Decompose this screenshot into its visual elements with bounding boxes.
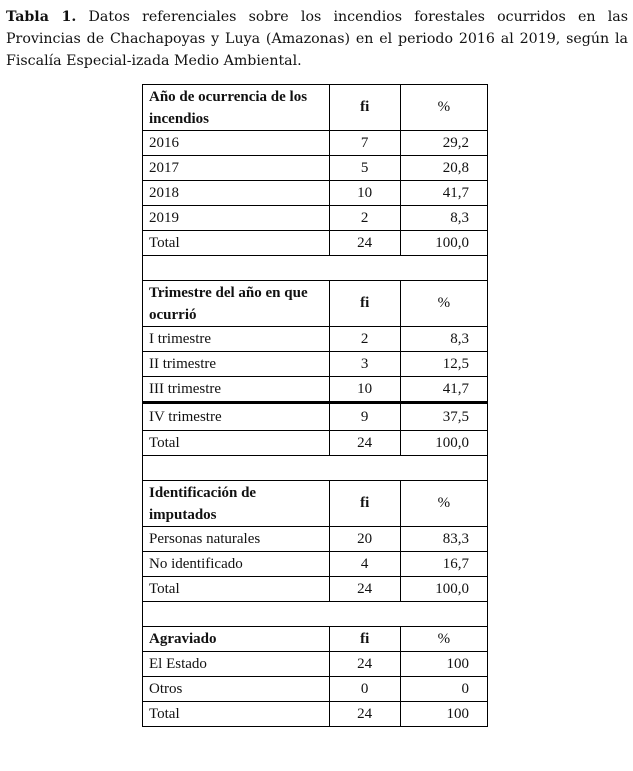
row-pct: 12,5 <box>400 352 487 377</box>
row-fi: 24 <box>329 431 400 456</box>
table-row <box>143 552 488 577</box>
row-label: Otros <box>143 677 330 702</box>
row-pct: 100 <box>400 652 487 677</box>
section-header-trimestre <box>143 281 488 327</box>
table-row <box>143 156 488 181</box>
header-pct: % <box>400 281 487 327</box>
row-label: IV trimestre <box>143 403 330 431</box>
header-fi: fi <box>329 281 400 327</box>
table-row-total <box>143 431 488 456</box>
row-label: Total <box>143 577 330 602</box>
row-fi: 24 <box>329 702 400 727</box>
header-fi: fi <box>329 481 400 527</box>
header-pct: % <box>400 481 487 527</box>
row-label: 2018 <box>143 181 330 206</box>
header-fi: fi <box>329 85 400 131</box>
row-fi: 0 <box>329 677 400 702</box>
table-row <box>143 181 488 206</box>
row-label: Total <box>143 231 330 256</box>
row-fi: 9 <box>329 403 400 431</box>
row-pct: 8,3 <box>400 327 487 352</box>
row-label: 2017 <box>143 156 330 181</box>
table-row <box>143 652 488 677</box>
table-row <box>143 352 488 377</box>
row-fi: 4 <box>329 552 400 577</box>
row-pct: 100,0 <box>400 231 487 256</box>
row-label: I trimestre <box>143 327 330 352</box>
row-label: Total <box>143 431 330 456</box>
table-row-total <box>143 577 488 602</box>
header-label: Trimestre del año en que ocurrió <box>143 281 330 327</box>
row-label: II trimestre <box>143 352 330 377</box>
row-fi: 2 <box>329 206 400 231</box>
row-fi: 5 <box>329 156 400 181</box>
row-fi: 7 <box>329 131 400 156</box>
row-pct: 83,3 <box>400 527 487 552</box>
section-header-imputados <box>143 481 488 527</box>
row-fi: 2 <box>329 327 400 352</box>
row-pct: 0 <box>400 677 487 702</box>
row-pct: 8,3 <box>400 206 487 231</box>
row-pct: 20,8 <box>400 156 487 181</box>
row-label: 2019 <box>143 206 330 231</box>
row-pct: 16,7 <box>400 552 487 577</box>
row-fi: 24 <box>329 577 400 602</box>
table-row <box>143 677 488 702</box>
table-row <box>143 527 488 552</box>
table-row <box>143 131 488 156</box>
table-row <box>143 327 488 352</box>
row-fi: 20 <box>329 527 400 552</box>
caption-text: Datos referenciales sobre los incendios forestales ocurridos en las Provincias de Chachapoyas y Luya (Amazonas) en el periodo 2016 al 2019, según la Fiscalía Especial-izada Medio Ambiental. <box>6 9 628 69</box>
row-label: El Estado <box>143 652 330 677</box>
row-pct: 41,7 <box>400 181 487 206</box>
row-pct: 29,2 <box>400 131 487 156</box>
row-fi: 24 <box>329 652 400 677</box>
header-pct: % <box>400 85 487 131</box>
row-pct: 41,7 <box>400 377 487 403</box>
row-label: No identificado <box>143 552 330 577</box>
row-fi: 3 <box>329 352 400 377</box>
section-spacer <box>143 456 488 481</box>
table-row <box>143 403 488 431</box>
header-label: Agraviado <box>143 627 330 652</box>
header-pct: % <box>400 627 487 652</box>
row-pct: 100,0 <box>400 431 487 456</box>
data-table-wrapper <box>142 84 488 727</box>
section-spacer <box>143 256 488 281</box>
row-pct: 100,0 <box>400 577 487 602</box>
table-row <box>143 206 488 231</box>
row-fi: 24 <box>329 231 400 256</box>
table-row <box>143 377 488 403</box>
row-fi: 10 <box>329 181 400 206</box>
header-label: Identificación de imputados <box>143 481 330 527</box>
table-caption <box>6 6 628 72</box>
table-row-total <box>143 702 488 727</box>
row-label: Personas naturales <box>143 527 330 552</box>
row-pct: 100 <box>400 702 487 727</box>
row-fi: 10 <box>329 377 400 403</box>
section-header-agraviado <box>143 627 488 652</box>
row-label: III trimestre <box>143 377 330 403</box>
incendios-table <box>142 84 488 727</box>
row-pct: 37,5 <box>400 403 487 431</box>
table-row-total <box>143 231 488 256</box>
section-spacer <box>143 602 488 627</box>
header-label: Año de ocurrencia de los incendios <box>143 85 330 131</box>
row-label: 2016 <box>143 131 330 156</box>
caption-label: Tabla 1. <box>6 9 77 25</box>
section-header-ocurrencia <box>143 85 488 131</box>
row-label: Total <box>143 702 330 727</box>
header-fi: fi <box>329 627 400 652</box>
